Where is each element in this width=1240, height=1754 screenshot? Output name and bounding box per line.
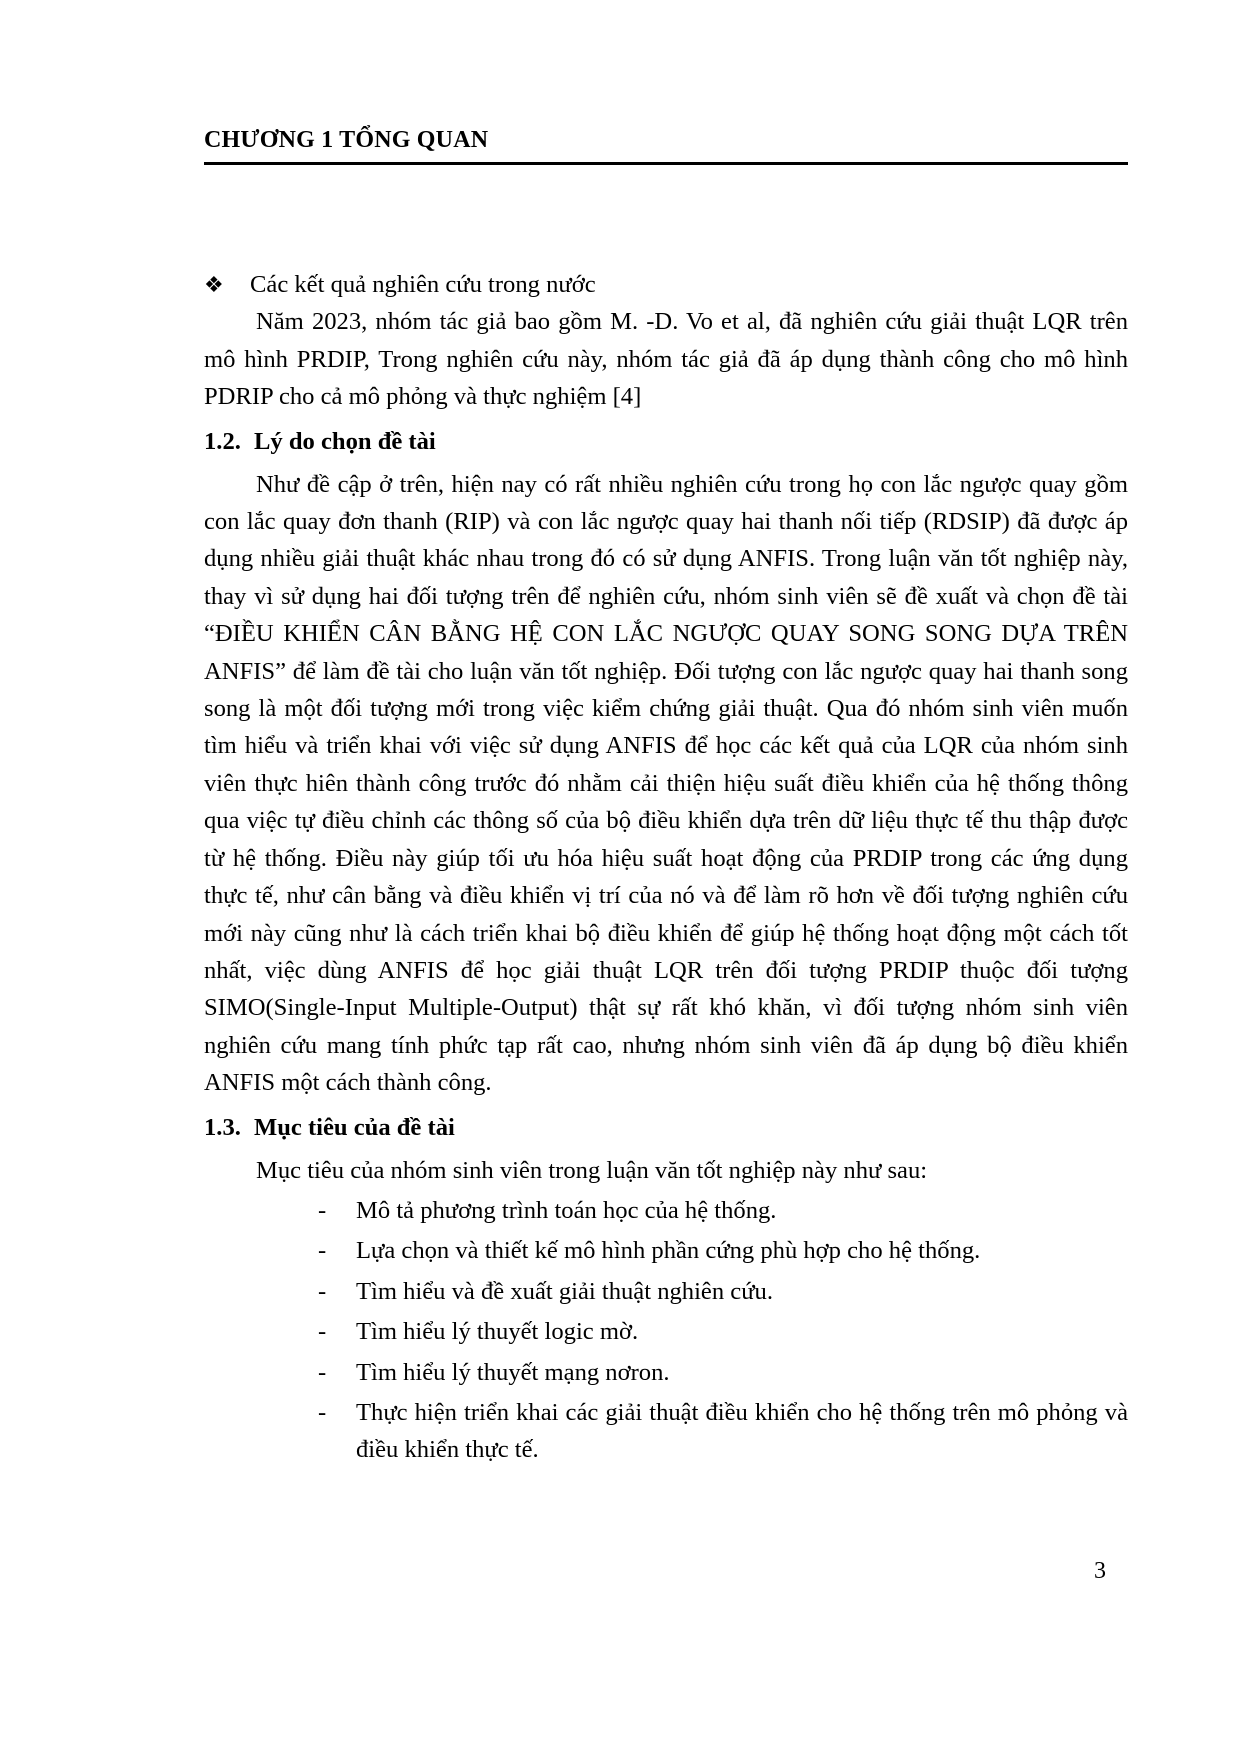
- header-rule: [204, 162, 1128, 165]
- goals-list: [204, 1192, 1128, 1469]
- list-item-text: Tìm hiểu lý thuyết logic mờ.: [356, 1318, 639, 1346]
- list-item-text: Thực hiện triển khai các giải thuật điều khiển cho hệ thống trên mô phỏng và điều khiển thực tế.: [356, 1398, 1128, 1464]
- section-1-3-title: Mục tiêu của đề tài: [254, 1113, 455, 1141]
- list-item: [204, 1232, 1128, 1269]
- diamond-bullet-icon: ❖: [204, 272, 224, 297]
- list-dash: -: [318, 1237, 327, 1265]
- list-dash: -: [318, 1398, 327, 1426]
- page-number: 3: [1094, 1558, 1106, 1584]
- domestic-research-heading: [204, 266, 1128, 303]
- section-1-2-heading: [204, 422, 1128, 462]
- list-item: [204, 1313, 1128, 1350]
- section-1-3-heading: [204, 1108, 1128, 1148]
- chapter-title: CHƯƠNG 1 TỔNG QUAN: [204, 127, 489, 153]
- section-1-3-number: 1.3.: [204, 1113, 241, 1141]
- list-dash: -: [318, 1358, 327, 1386]
- list-dash: -: [318, 1318, 327, 1346]
- list-item: [204, 1394, 1128, 1469]
- domestic-research-heading-text: Các kết quả nghiên cứu trong nước: [250, 271, 596, 298]
- list-item-text: Tìm hiểu lý thuyết mạng nơron.: [356, 1358, 670, 1386]
- list-item: [204, 1273, 1128, 1310]
- section-1-2-number: 1.2.: [204, 427, 241, 455]
- chapter-header: [204, 126, 1128, 165]
- section-1-2-paragraph: Như đề cập ở trên, hiện nay có rất nhiều nghiên cứu trong họ con lắc ngược quay gồm con lắc quay đơn thanh (RIP) và con lắc ngược quay hai thanh nối tiếp (RDSIP) đã được áp dụng nhiều giải thuật khác nhau trong đó có sử dụng ANFIS. Trong luận văn tốt nghiệp này, thay vì sử dụng hai đối tượng trên để nghiên cứu, nhóm sinh viên sẽ đề xuất và chọn đề tài “ĐIỀU KHIỂN CÂN BẰNG HỆ CON LẮC NGƯỢC QUAY SONG SONG DỰA TRÊN ANFIS” để làm đề tài cho luận văn tốt nghiệp. Đối tượng con lắc ngược quay hai thanh song song là một đối tượng mới trong việc kiểm chứng giải thuật. Qua đó nhóm sinh viên muốn tìm hiểu và triển khai với việc sử dụng ANFIS để học các kết quả của LQR của nhóm sinh viên thực hiên thành công trước đó nhằm cải thiện hiệu suất điều khiển của hệ thống thông qua việc tự điều chỉnh các thông số của bộ điều khiển dựa trên dữ liệu thực tế thu thập được từ hệ thống. Điều này giúp tối ưu hóa hiệu suất hoạt động của PRDIP trong các ứng dụng thực tế, như cân bằng và điều khiển vị trí của nó và để làm rõ hơn về đối tượng nghiên cứu mới này cũng như là cách triển khai bộ điều khiển để giúp hệ thống hoạt động một cách tốt nhất, việc dùng ANFIS để học giải thuật LQR trên đối tượng PRDIP thuộc đối tượng SIMO(Single-Input Multiple-Output) thật sự rất khó khăn, vì đối tượng nhóm sinh viên nghiên cứu mang tính phức tạp rất cao, nhưng nhóm sinh viên đã áp dụng bộ điều khiển ANFIS một cách thành công.: [204, 470, 1128, 1097]
- list-dash: -: [318, 1196, 327, 1224]
- list-dash: -: [318, 1277, 327, 1305]
- list-item-text: Tìm hiểu và đề xuất giải thuật nghiên cứu.: [356, 1277, 773, 1305]
- section-1-3-intro: Mục tiêu của nhóm sinh viên trong luận văn tốt nghiệp này như sau:: [256, 1156, 928, 1184]
- main-content: [204, 266, 1128, 1469]
- list-item-text: Lựa chọn và thiết kế mô hình phần cứng phù hợp cho hệ thống.: [356, 1237, 981, 1265]
- list-item-text: Mô tả phương trình toán học của hệ thống.: [356, 1196, 777, 1224]
- list-item: [204, 1354, 1128, 1391]
- domestic-research-paragraph: Năm 2023, nhóm tác giả bao gồm M. -D. Vo et al, đã nghiên cứu giải thuật LQR trên mô hình PRDIP, Trong nghiên cứu này, nhóm tác giả đã áp dụng thành công cho mô hình PDRIP cho cả mô phỏng và thực nghiệm [4]: [204, 308, 1128, 411]
- list-item: [204, 1192, 1128, 1229]
- section-1-2-title: Lý do chọn đề tài: [254, 427, 436, 455]
